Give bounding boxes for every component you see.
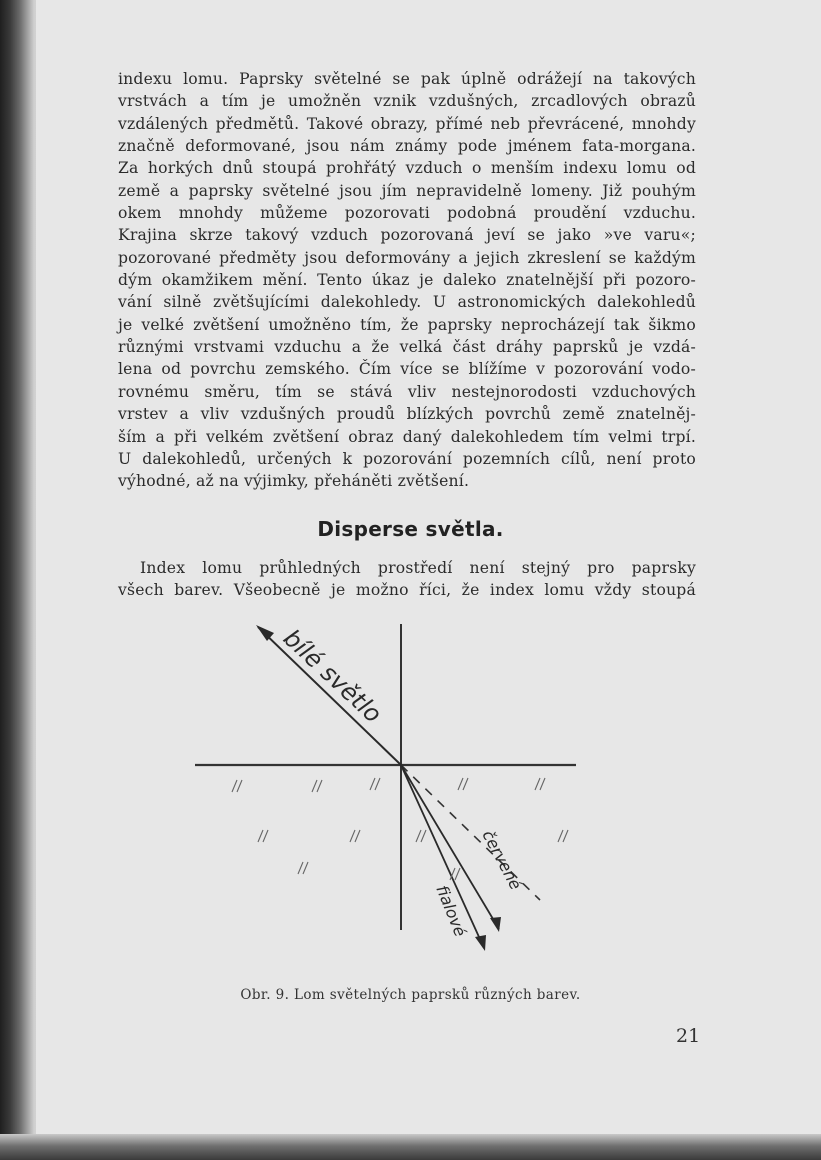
label-violet: fialové [432, 882, 471, 940]
text-line: dým okamžikem mění. Tento úkaz je daleko znatelnější při pozoro- [118, 271, 696, 290]
page-number: 21 [676, 1025, 701, 1047]
text-line: Za horkých dnů stoupá prohřátý vzduch o menším indexu lomu od [118, 159, 696, 178]
text-line: je velké zvětšení umožněno tím, že paprsky neprocházejí tak šikmo [118, 315, 696, 334]
text-line: pozorované předměty jsou deformovány a jejich zkreslení se každým [118, 248, 696, 267]
text-line: indexu lomu. Paprsky světelné se pak úplně odrážejí na takových [118, 70, 696, 88]
text-line: Index lomu průhledných prostředí není stejný pro paprsky [140, 559, 696, 577]
text-line: okem mnohdy můžeme pozorovati podobná proudění vzduchu. [118, 204, 696, 223]
text-line: U dalekohledů, určených k pozorování pozemních cílů, není proto [118, 449, 696, 468]
paragraph-refraction [118, 68, 696, 493]
text-line: země a paprsky světelné jsou jím nepravidelně lomeny. Již pouhým [118, 181, 696, 200]
text-line: Krajina skrze takový vzduch pozorovaná jeví se jako »ve varu«; [118, 226, 696, 245]
violet-arrowhead [475, 935, 486, 951]
refraction-figure [190, 612, 590, 972]
red-arrowhead [490, 917, 501, 932]
text-line: rovnému směru, tím se stává vliv nestejnorodosti vzduchových [118, 382, 696, 401]
text-line: ším a při velkém zvětšení obraz daný dalekohledem tím velmi trpí. [118, 427, 696, 446]
page-bottom-shadow [0, 1134, 821, 1160]
violet-ray [401, 765, 484, 948]
text-line: vzdálených předmětů. Takové obrazy, přímé neb převrácené, mnohdy [118, 114, 696, 133]
label-red: červené [478, 826, 526, 893]
text-line: vrstvách a tím je umožněn vznik vzdušných, zrcadlových obrazů [118, 92, 696, 111]
text-line: vání silně zvětšujícími dalekohledy. U astronomických dalekohledů [118, 293, 696, 312]
paragraph-dispersion [118, 557, 696, 602]
text-line: všech barev. Všeobecně je možno říci, že index lomu vždy stoupá [118, 581, 696, 600]
figure-caption: Obr. 9. Lom světelných paprsků různých barev. [240, 987, 581, 1003]
text-line: různými vrstvami vzduchu a že velká část dráhy paprsků je vzdá- [118, 338, 696, 357]
text-line: značně deformované, jsou nám známy pode jménem fata-morgana. [118, 137, 696, 156]
text-line: výhodné, až na výjimky, přeháněti zvětšení. [118, 472, 470, 491]
text-line: lena od povrchu zemského. Čím více se blížíme v pozorování vodo- [118, 360, 696, 379]
label-white-light: bílé světlo [277, 623, 388, 729]
incident-ray [258, 627, 401, 765]
text-line: vrstev a vliv vzdušných proudů blízkých povrchů země znatelněj- [118, 405, 696, 424]
section-heading: Disperse světla. [317, 517, 504, 541]
